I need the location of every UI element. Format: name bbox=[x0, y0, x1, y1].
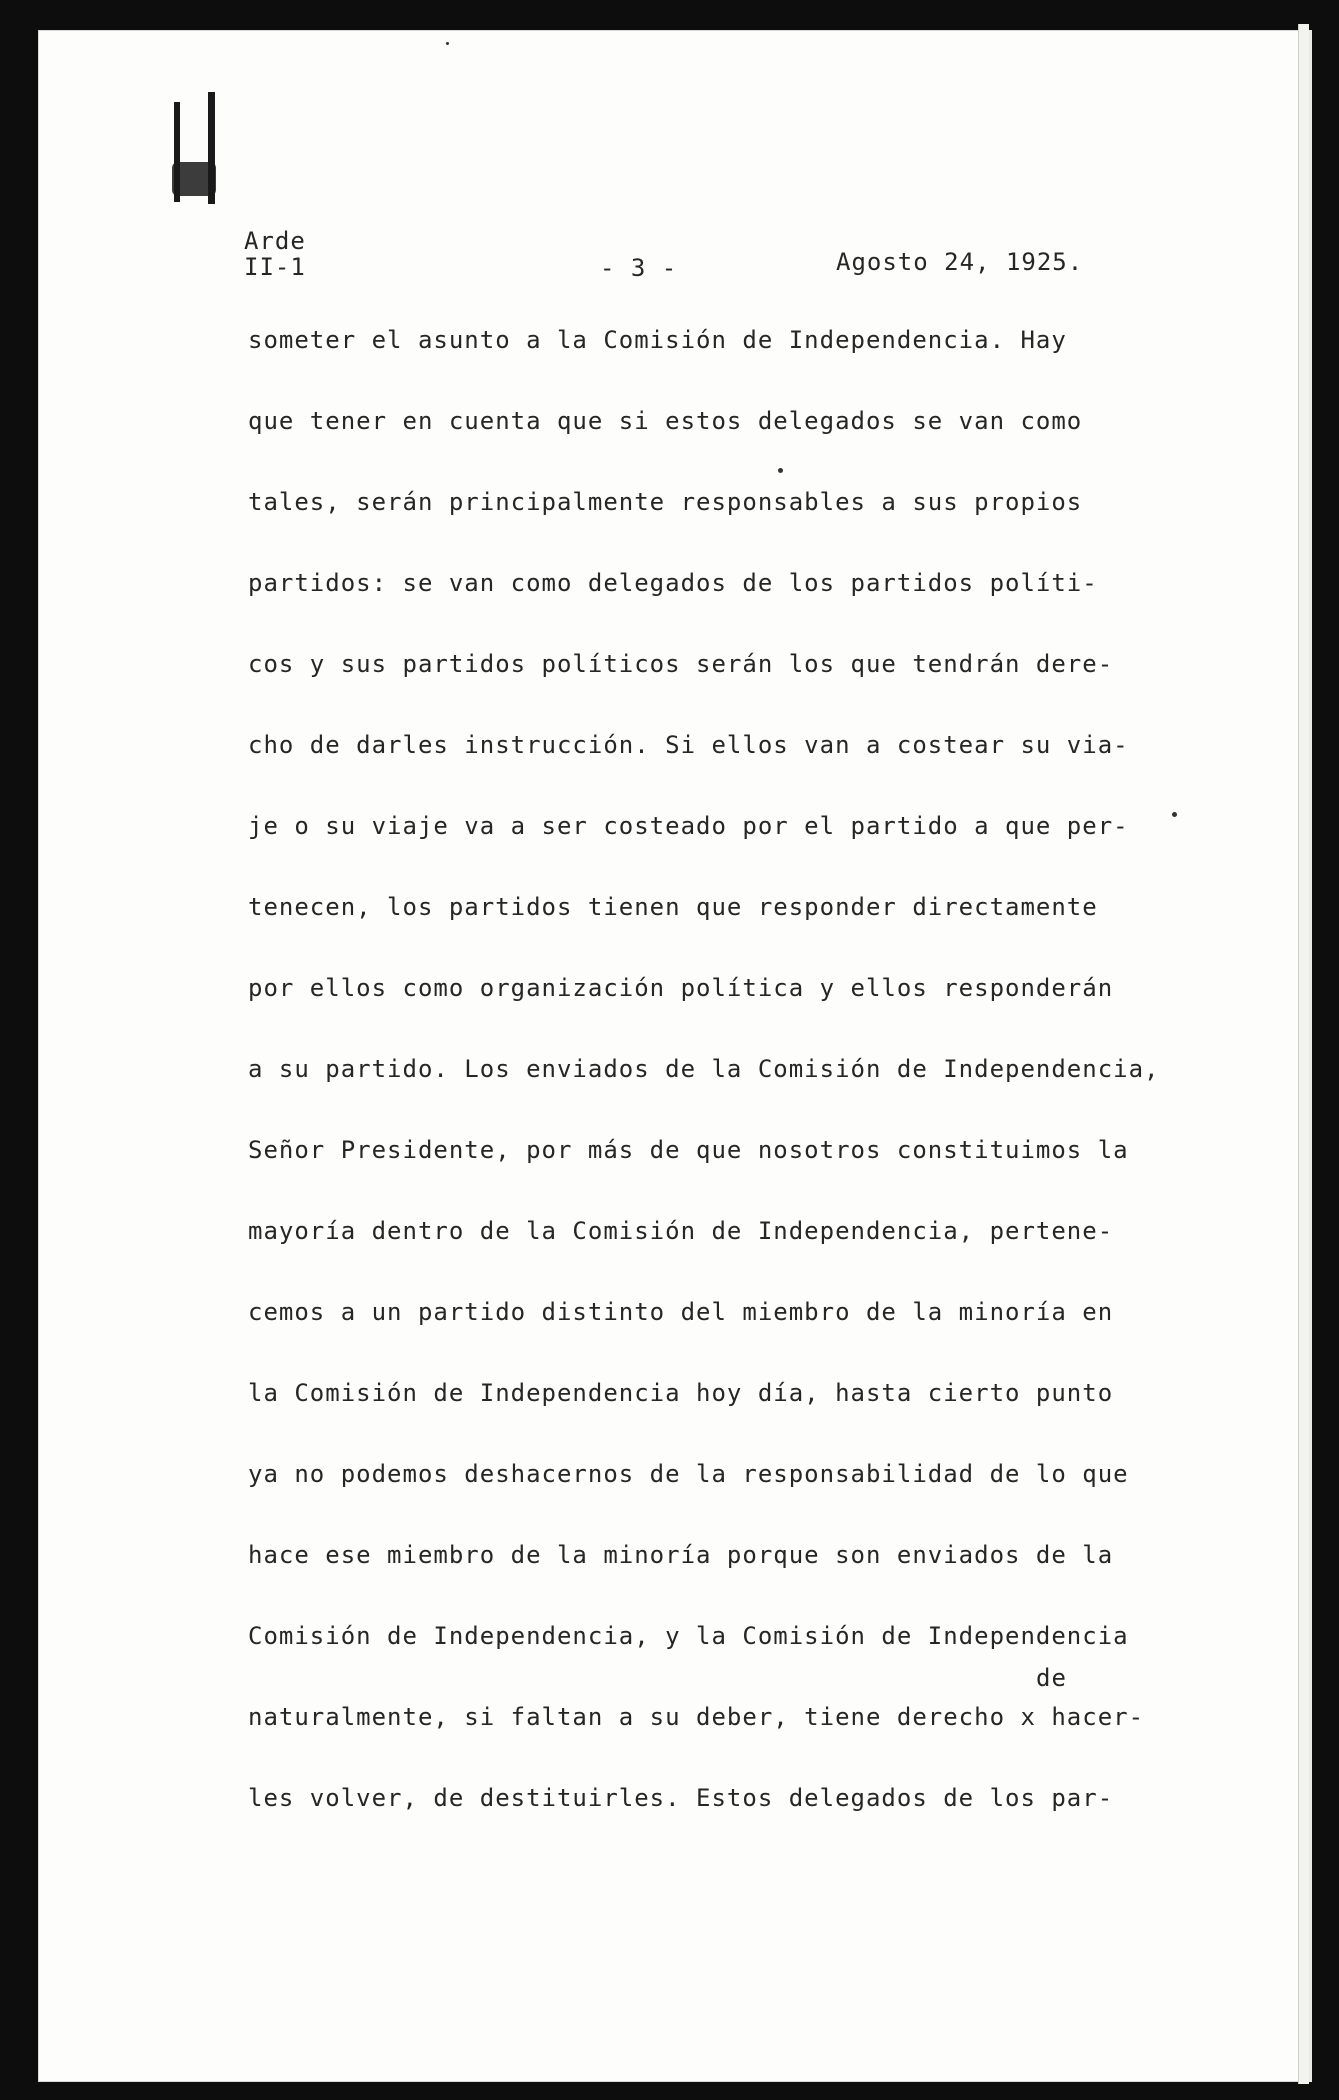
body-line: tales, serán principalmente responsables a sus propios bbox=[248, 488, 1083, 516]
body-line: cho de darles instrucción. Si ellos van a costear su via- bbox=[248, 731, 1129, 759]
binding-mark bbox=[172, 92, 220, 212]
page-edge bbox=[1298, 24, 1309, 2084]
body-line: a su partido. Los enviados de la Comisión de Independencia, bbox=[248, 1055, 1160, 1083]
body-line: cos y sus partidos políticos serán los que tendrán dere- bbox=[248, 650, 1114, 678]
ink-speck bbox=[1172, 812, 1177, 817]
reference-line-1: Arde bbox=[244, 227, 306, 255]
document-reference bbox=[244, 228, 306, 280]
interlinear-insert: de bbox=[1036, 1664, 1067, 1692]
body-line: Señor Presidente, por más de que nosotros constituimos la bbox=[248, 1136, 1129, 1164]
body-line: les volver, de destituirles. Estos delegados de los par- bbox=[248, 1784, 1114, 1812]
body-line: por ellos como organización política y ellos responderán bbox=[248, 974, 1114, 1002]
body-line: partidos: se van como delegados de los partidos políti- bbox=[248, 569, 1098, 597]
body-line: someter el asunto a la Comisión de Independencia. Hay bbox=[248, 326, 1067, 354]
body-line: que tener en cuenta que si estos delegados se van como bbox=[248, 407, 1083, 435]
body-line: ya no podemos deshacernos de la responsabilidad de lo que bbox=[248, 1460, 1129, 1488]
body-line: cemos a un partido distinto del miembro de la minoría en bbox=[248, 1298, 1114, 1326]
body-line: mayoría dentro de la Comisión de Independencia, pertene- bbox=[248, 1217, 1114, 1245]
body-text bbox=[248, 325, 1160, 1864]
page-number: - 3 - bbox=[600, 254, 678, 282]
body-line: tenecen, los partidos tienen que responder directamente bbox=[248, 893, 1098, 921]
document-date: Agosto 24, 1925. bbox=[836, 248, 1084, 276]
body-line: hace ese miembro de la minoría porque son enviados de la bbox=[248, 1541, 1114, 1569]
ink-speck bbox=[446, 42, 449, 45]
body-line: je o su viaje va a ser costeado por el partido a que per- bbox=[248, 812, 1129, 840]
body-line: naturalmente, si faltan a su deber, tiene derecho x hacer- bbox=[248, 1703, 1145, 1731]
reference-line-2: II-1 bbox=[244, 253, 306, 281]
body-line: Comisión de Independencia, y la Comisión de Independencia bbox=[248, 1622, 1129, 1650]
body-line: la Comisión de Independencia hoy día, hasta cierto punto bbox=[248, 1379, 1114, 1407]
